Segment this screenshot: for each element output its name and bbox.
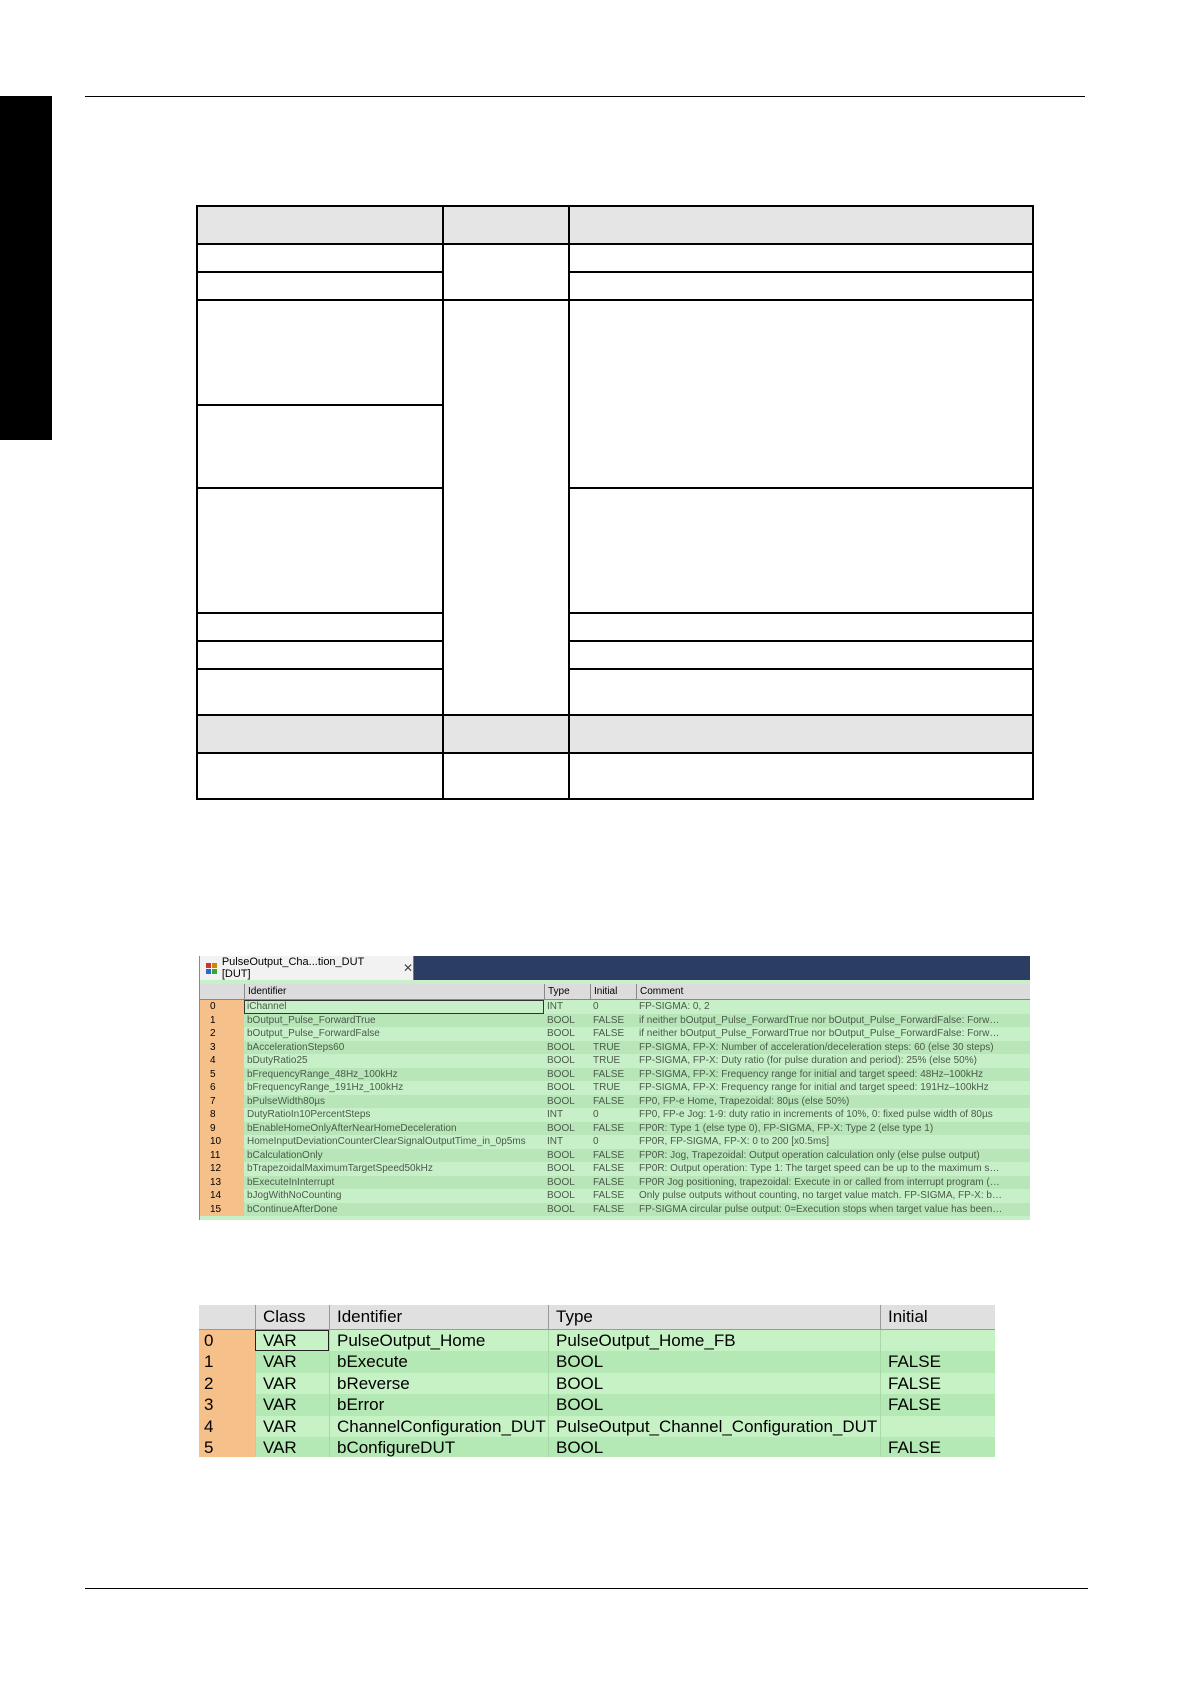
comment-cell[interactable]: FP-SIGMA, FP-X: Frequency range for initial and target speed: 191Hz–100kHz bbox=[639, 1082, 989, 1093]
comment-cell[interactable]: if neither bOutput_Pulse_ForwardTrue nor bOutput_Pulse_ForwardFalse: Forw… bbox=[639, 1028, 1000, 1039]
comment-cell[interactable]: Only pulse outputs without counting, no target value match. FP-SIGMA, FP-X: b… bbox=[639, 1190, 1002, 1201]
column-header-initial[interactable]: Initial bbox=[590, 984, 636, 999]
comment-cell[interactable]: FP0R: Type 1 (else type 0), FP-SIGMA, FP-X: Type 2 (else type 1) bbox=[639, 1122, 934, 1134]
table-row[interactable] bbox=[200, 1041, 1030, 1055]
class-cell[interactable]: VAR bbox=[255, 1394, 329, 1415]
type-cell[interactable]: BOOL bbox=[547, 1082, 575, 1093]
header-rule bbox=[85, 96, 1085, 97]
comment-cell[interactable]: FP-SIGMA, FP-X: Duty ratio (for pulse duration and period): 25% (else 50%) bbox=[639, 1055, 977, 1066]
row-number: 2 bbox=[199, 1373, 255, 1394]
type-cell[interactable]: INT bbox=[547, 1109, 564, 1120]
identifier-cell[interactable]: bEnableHomeOnlyAfterNearHomeDeceleration bbox=[247, 1122, 457, 1134]
type-cell[interactable]: BOOL bbox=[548, 1351, 880, 1372]
identifier-cell[interactable]: bFrequencyRange_48Hz_100kHz bbox=[247, 1068, 398, 1080]
table-row[interactable] bbox=[199, 1351, 995, 1372]
table-row[interactable] bbox=[199, 1373, 995, 1394]
chapter-side-tab bbox=[0, 96, 52, 440]
initial-cell[interactable]: FALSE bbox=[593, 1190, 625, 1201]
initial-cell[interactable]: FALSE bbox=[593, 1176, 625, 1188]
identifier-cell[interactable]: bReverse bbox=[329, 1373, 548, 1394]
identifier-cell[interactable]: bExecuteInInterrupt bbox=[247, 1176, 335, 1188]
identifier-cell[interactable]: bCalculationOnly bbox=[247, 1149, 323, 1161]
footer-rule bbox=[85, 1588, 1088, 1589]
class-cell[interactable]: VAR bbox=[255, 1351, 329, 1372]
table-row[interactable] bbox=[200, 1189, 1030, 1203]
identifier-cell[interactable]: DutyRatioIn10PercentSteps bbox=[247, 1109, 371, 1120]
dut-editor-window bbox=[199, 956, 1030, 1220]
type-cell[interactable]: PulseOutput_Channel_Configuration_DUT bbox=[548, 1416, 880, 1437]
initial-cell[interactable]: TRUE bbox=[593, 1041, 621, 1053]
initial-cell[interactable]: 0 bbox=[593, 1136, 599, 1147]
parameter-table-outline bbox=[196, 205, 1034, 800]
identifier-cell[interactable]: ChannelConfiguration_DUT bbox=[329, 1416, 548, 1437]
identifier-cell[interactable]: bContinueAfterDone bbox=[247, 1203, 338, 1215]
comment-cell[interactable]: FP-SIGMA circular pulse output: 0=Execution stops when target value has been… bbox=[639, 1203, 1003, 1215]
identifier-cell[interactable]: bTrapezoidalMaximumTargetSpeed50kHz bbox=[247, 1163, 433, 1174]
table-row[interactable] bbox=[200, 1081, 1030, 1095]
identifier-cell[interactable]: bExecute bbox=[329, 1351, 548, 1372]
row-number-header bbox=[200, 984, 244, 999]
initial-cell[interactable]: FALSE bbox=[880, 1373, 995, 1394]
type-cell[interactable]: BOOL bbox=[547, 1176, 575, 1188]
variable-declaration-table bbox=[199, 1305, 995, 1457]
initial-cell[interactable]: FALSE bbox=[593, 1095, 625, 1107]
row-number: 12 bbox=[200, 1162, 244, 1176]
initial-cell[interactable] bbox=[880, 1330, 995, 1351]
comment-cell[interactable]: FP0R Jog positioning, trapezoidal: Execute in or called from interrupt program (… bbox=[639, 1176, 1000, 1188]
identifier-cell[interactable]: bError bbox=[329, 1394, 548, 1415]
row-number: 0 bbox=[200, 1000, 244, 1014]
column-header-identifier[interactable]: Identifier bbox=[329, 1305, 548, 1329]
table-row[interactable] bbox=[200, 1176, 1030, 1190]
column-header-identifier[interactable]: Identifier bbox=[244, 984, 544, 999]
row-number: 5 bbox=[200, 1068, 244, 1082]
type-cell[interactable]: BOOL bbox=[547, 1122, 575, 1134]
type-cell[interactable]: BOOL bbox=[547, 1149, 575, 1161]
editor-tab[interactable] bbox=[200, 956, 414, 980]
initial-cell[interactable]: FALSE bbox=[593, 1163, 625, 1174]
table-row[interactable] bbox=[200, 1000, 1030, 1014]
initial-cell[interactable] bbox=[880, 1416, 995, 1437]
initial-cell[interactable]: FALSE bbox=[880, 1351, 995, 1372]
table-row[interactable] bbox=[199, 1416, 995, 1437]
row-number: 1 bbox=[200, 1014, 244, 1028]
comment-cell[interactable]: FP0R: Jog, Trapezoidal: Output operation calculation only (else pulse output) bbox=[639, 1149, 980, 1161]
initial-cell[interactable]: TRUE bbox=[593, 1055, 621, 1066]
table-row[interactable] bbox=[200, 1135, 1030, 1149]
identifier-cell[interactable]: bPulseWidth80µs bbox=[247, 1095, 326, 1107]
initial-cell[interactable]: FALSE bbox=[593, 1068, 625, 1080]
identifier-cell[interactable]: iChannel bbox=[244, 1000, 544, 1014]
identifier-cell[interactable]: bAccelerationSteps60 bbox=[247, 1041, 345, 1053]
comment-cell[interactable]: FP0, FP-e Home, Trapezoidal: 80µs (else 50%) bbox=[639, 1095, 850, 1107]
row-number: 7 bbox=[200, 1095, 244, 1109]
comment-cell[interactable]: FP0R, FP-SIGMA, FP-X: 0 to 200 [x0.5ms] bbox=[639, 1136, 830, 1147]
table-row[interactable] bbox=[200, 1108, 1030, 1122]
row-number: 2 bbox=[200, 1027, 244, 1041]
table-row[interactable] bbox=[200, 1122, 1030, 1136]
type-cell[interactable]: BOOL bbox=[547, 1190, 575, 1201]
identifier-cell[interactable]: bFrequencyRange_191Hz_100kHz bbox=[247, 1082, 404, 1093]
row-number: 4 bbox=[199, 1416, 255, 1437]
column-header-initial[interactable]: Initial bbox=[880, 1305, 995, 1329]
table-row[interactable] bbox=[199, 1437, 995, 1457]
row-number: 3 bbox=[200, 1041, 244, 1055]
type-cell[interactable]: BOOL bbox=[547, 1041, 575, 1053]
row-number: 14 bbox=[200, 1189, 244, 1203]
column-header-type[interactable]: Type bbox=[544, 984, 590, 999]
type-cell[interactable]: BOOL bbox=[547, 1014, 575, 1026]
identifier-cell[interactable]: HomeInputDeviationCounterClearSignalOutputTime_in_0p5ms bbox=[247, 1136, 526, 1147]
identifier-cell[interactable]: bJogWithNoCounting bbox=[247, 1190, 342, 1201]
table-row[interactable] bbox=[200, 1149, 1030, 1163]
row-number-header bbox=[199, 1305, 255, 1329]
editor-tab-title: PulseOutput_Cha...tion_DUT [DUT] bbox=[221, 956, 365, 980]
row-number: 11 bbox=[200, 1149, 244, 1163]
comment-cell[interactable]: FP0R: Output operation: Type 1: The target speed can be up to the maximum s… bbox=[639, 1163, 1000, 1174]
row-number: 1 bbox=[199, 1351, 255, 1372]
type-cell[interactable]: BOOL bbox=[548, 1373, 880, 1394]
initial-cell[interactable]: FALSE bbox=[593, 1122, 625, 1134]
type-cell[interactable]: BOOL bbox=[547, 1163, 575, 1174]
type-cell[interactable]: BOOL bbox=[548, 1394, 880, 1415]
table-row[interactable] bbox=[200, 1162, 1030, 1176]
column-header-type[interactable]: Type bbox=[548, 1305, 880, 1329]
row-number: 9 bbox=[200, 1122, 244, 1136]
initial-cell[interactable]: FALSE bbox=[593, 1028, 625, 1039]
type-cell[interactable]: BOOL bbox=[547, 1028, 575, 1039]
row-number: 6 bbox=[200, 1081, 244, 1095]
close-icon[interactable]: ✕ bbox=[402, 961, 413, 975]
type-cell[interactable]: BOOL bbox=[547, 1068, 575, 1080]
table-row[interactable] bbox=[199, 1330, 995, 1351]
dut-column-header bbox=[200, 984, 1030, 1000]
row-number: 5 bbox=[199, 1437, 255, 1457]
table-row[interactable] bbox=[199, 1394, 995, 1415]
column-header-comment[interactable]: Comment bbox=[636, 984, 1030, 999]
class-cell[interactable]: VAR bbox=[255, 1416, 329, 1437]
comment-cell[interactable]: FP-SIGMA: 0, 2 bbox=[639, 1001, 710, 1012]
class-cell[interactable]: VAR bbox=[255, 1330, 329, 1351]
table-row[interactable] bbox=[200, 1068, 1030, 1082]
row-number: 0 bbox=[199, 1330, 255, 1351]
class-cell[interactable]: VAR bbox=[255, 1437, 329, 1457]
initial-cell[interactable]: TRUE bbox=[593, 1082, 621, 1093]
row-number: 4 bbox=[200, 1054, 244, 1068]
identifier-cell[interactable]: bOutput_Pulse_ForwardTrue bbox=[247, 1014, 376, 1026]
row-number: 8 bbox=[200, 1108, 244, 1122]
table-row[interactable] bbox=[200, 1095, 1030, 1109]
var-column-header bbox=[199, 1305, 995, 1330]
table-row[interactable] bbox=[200, 1203, 1030, 1217]
initial-cell[interactable]: 0 bbox=[593, 1109, 599, 1120]
class-cell[interactable]: VAR bbox=[255, 1373, 329, 1394]
type-cell[interactable]: BOOL bbox=[547, 1203, 575, 1215]
initial-cell[interactable]: FALSE bbox=[593, 1014, 625, 1026]
initial-cell[interactable]: FALSE bbox=[593, 1149, 625, 1161]
row-number: 13 bbox=[200, 1176, 244, 1190]
identifier-cell[interactable]: bDutyRatio25 bbox=[247, 1055, 308, 1066]
type-cell[interactable]: BOOL bbox=[548, 1437, 880, 1457]
comment-cell[interactable]: FP-SIGMA, FP-X: Frequency range for initial and target speed: 48Hz–100kHz bbox=[639, 1068, 984, 1080]
comment-cell[interactable]: FP-SIGMA, FP-X: Number of acceleration/deceleration steps: 60 (else 30 steps) bbox=[639, 1041, 994, 1053]
row-number: 15 bbox=[200, 1203, 244, 1217]
table-row[interactable] bbox=[200, 1014, 1030, 1028]
type-cell[interactable]: INT bbox=[547, 1001, 564, 1012]
table-row[interactable] bbox=[200, 1027, 1030, 1041]
editor-tab-bar bbox=[200, 956, 1030, 980]
type-cell[interactable]: INT bbox=[547, 1136, 564, 1147]
initial-cell[interactable]: FALSE bbox=[880, 1437, 995, 1457]
type-cell[interactable]: BOOL bbox=[547, 1095, 575, 1107]
comment-cell[interactable]: FP0, FP-e Jog: 1-9: duty ratio in increments of 10%, 0: fixed pulse width of 80µs bbox=[639, 1109, 993, 1120]
row-number: 3 bbox=[199, 1394, 255, 1415]
identifier-cell[interactable]: bConfigureDUT bbox=[329, 1437, 548, 1457]
column-header-class[interactable]: Class bbox=[255, 1305, 329, 1329]
initial-cell[interactable]: 0 bbox=[593, 1001, 599, 1012]
identifier-cell[interactable]: PulseOutput_Home bbox=[329, 1330, 548, 1351]
table-row[interactable] bbox=[200, 1054, 1030, 1068]
comment-cell[interactable]: if neither bOutput_Pulse_ForwardTrue nor bOutput_Pulse_ForwardFalse: Forw… bbox=[639, 1014, 1000, 1026]
table-grid-icon bbox=[206, 963, 217, 974]
row-number: 10 bbox=[200, 1135, 244, 1149]
type-cell[interactable]: PulseOutput_Home_FB bbox=[548, 1330, 880, 1351]
identifier-cell[interactable]: bOutput_Pulse_ForwardFalse bbox=[247, 1028, 380, 1039]
type-cell[interactable]: BOOL bbox=[547, 1055, 575, 1066]
initial-cell[interactable]: FALSE bbox=[593, 1203, 625, 1215]
initial-cell[interactable]: FALSE bbox=[880, 1394, 995, 1415]
